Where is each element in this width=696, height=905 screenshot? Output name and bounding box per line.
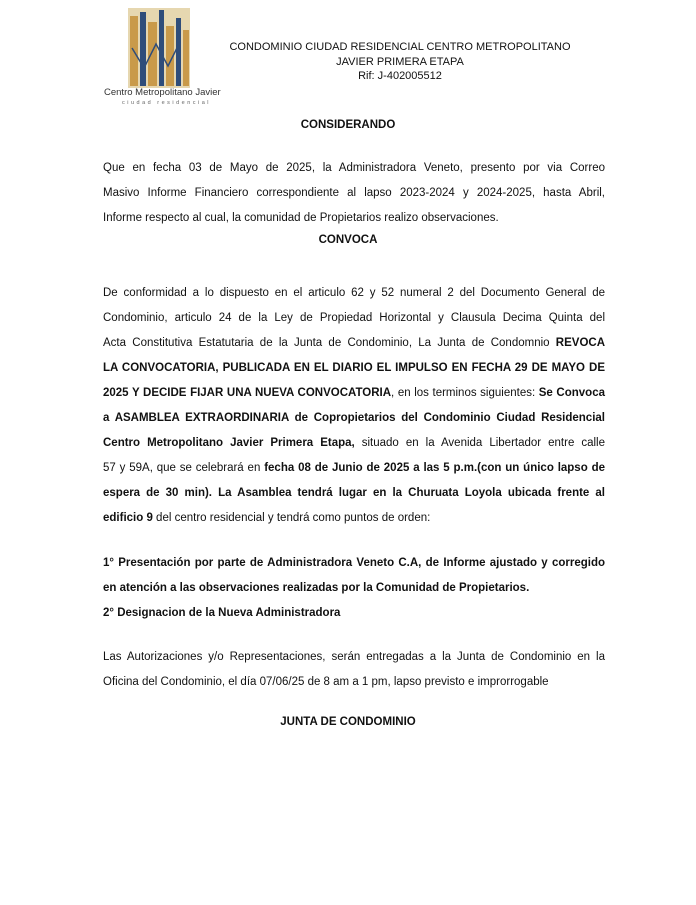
text-line	[103, 456, 605, 481]
convoca-paragraph	[103, 281, 605, 531]
text-line: Que en fecha 03 de Mayo de 2025, la Administradora Veneto, presento por via Correo	[103, 162, 605, 174]
logo-tagline: ciudad residencial	[122, 100, 212, 106]
considerando-heading: CONSIDERANDO	[300, 119, 396, 131]
text-line	[103, 381, 605, 406]
text-line	[103, 331, 605, 356]
text-span: del centro residencial y tendrá como puntos de orden:	[152, 512, 431, 524]
agenda-item-1-line-1: 1° Presentación por parte de Administradora Veneto C.A, de Informe ajustado y corregido	[103, 557, 605, 569]
text-line: Oficina del Condominio, el día 07/06/25 de 8 am a 1 pm, lapso previsto e improrrogable	[103, 676, 549, 688]
text-line	[103, 481, 605, 506]
bold-text: LA CONVOCATORIA, PUBLICADA EN EL DIARIO EL IMPULSO EN FECHA 29 DE MAYO DE	[103, 362, 605, 374]
text-line	[103, 356, 605, 381]
building-logo-icon	[128, 8, 190, 88]
document-header	[200, 40, 600, 84]
autorizaciones-paragraph	[103, 645, 605, 695]
bold-text: 2025 Y DECIDE FIJAR UNA NUEVA CONVOCATORIA	[103, 387, 392, 399]
agenda-item-1-line-2: en atención a las observaciones realizadas por la Comunidad de Propietarios.	[103, 582, 530, 594]
agenda-list	[103, 551, 605, 626]
considerando-paragraph	[103, 156, 605, 231]
bold-text: espera de 30 min). La Asamblea tendrá lugar en la Churuata Loyola ubicada frente al	[103, 487, 605, 499]
text-span: Acta Constitutiva Estatutaria de la Junta de Condominio, La Junta de Condomnio	[103, 337, 556, 349]
header-line-2: JAVIER PRIMERA ETAPA	[336, 55, 464, 68]
signature-heading: JUNTA DE CONDOMINIO	[280, 716, 416, 728]
bold-text: fecha 08 de Junio de 2025 a las 5 p.m.(con un único lapso de	[264, 462, 605, 474]
header-line-1: CONDOMINIO CIUDAD RESIDENCIAL CENTRO METROPOLITANO	[229, 41, 571, 53]
text-line: Informe respecto al cual, la comunidad de Propietarios realizo observaciones.	[103, 212, 499, 224]
bold-text: a ASAMBLEA EXTRAORDINARIA de Copropietarios del Condominio Ciudad Residencial	[103, 412, 605, 424]
bold-text: Se Convoca	[538, 387, 605, 399]
text-line	[103, 431, 605, 456]
text-line	[103, 406, 605, 431]
text-span: 57 y 59A, que se celebrará en	[103, 462, 265, 474]
text-line: Condominio, articulo 24 de la Ley de Propiedad Horizontal y Clausula Decima Quinta del	[103, 312, 605, 324]
agenda-item-2: 2° Designacion de la Nueva Administradora	[103, 607, 341, 619]
logo-name: Centro Metropolitano Javier	[104, 87, 221, 98]
bold-text: edificio 9	[103, 512, 153, 524]
text-line	[103, 506, 605, 531]
text-line: Las Autorizaciones y/o Representaciones, serán entregadas a la Junta de Condominio en la	[103, 651, 605, 663]
text-span: situado en la Avenida Libertador entre calle	[354, 437, 606, 449]
header-line-3: Rif: J-402005512	[358, 70, 442, 82]
convoca-heading: CONVOCA	[318, 234, 378, 246]
bold-text: REVOCA	[555, 337, 605, 349]
text-line: Masivo Informe Financiero correspondiente al lapso 2023-2024 y 2024-2025, hasta Abril,	[103, 187, 605, 199]
text-line: De conformidad a lo dispuesto en el articulo 62 y 52 numeral 2 del Documento General de	[103, 287, 605, 299]
text-span: , en los terminos siguientes:	[391, 387, 539, 399]
bold-text: Centro Metropolitano Javier Primera Etapa,	[103, 437, 355, 449]
